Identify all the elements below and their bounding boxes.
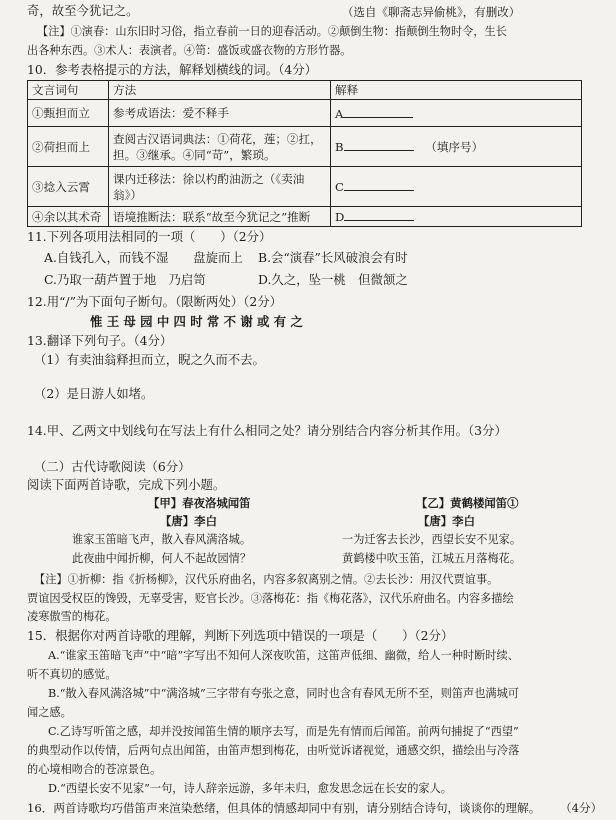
poem-note-line-2: 贾谊因受权臣的馋毁，无辜受害，贬官长沙。③落梅花：指《梅花落》，汉代乐府曲名。内容多描绘 (27, 592, 514, 605)
q10-header-method: 方法 (109, 81, 331, 100)
q11-option-c: C.乃取一葫芦置于地 乃启笥 (44, 272, 206, 287)
table-row (28, 127, 582, 167)
answer-blank[interactable] (344, 208, 414, 221)
poem-note-line-3: 凌寒傲雪的梅花。 (27, 610, 117, 623)
q15-option-c-3: 的心境相吻合的苍凉景色。 (27, 763, 162, 776)
q10-table-header (28, 81, 582, 100)
q12-sentence: 惟 王 母 园 中 四 时 常 不 谢 或 有 之 (90, 314, 303, 329)
q13-sentence-1: （1）有卖油翁释担而立，睨之久而不去。 (34, 352, 265, 367)
q12-stem: 12.用“/”为下面句子断句。（限断两处）（2分） (27, 294, 283, 309)
q11-option-b: B.会“演春”长风破浪会有时 (258, 250, 408, 265)
q16-stem: 16．两首诗歌均巧借笛声来渲染愁绪，但具体的情感却同中有别，请分别结合诗句，谈谈你的理解。 (27, 801, 541, 815)
q10-row2-hint: （填序号） (425, 140, 484, 154)
q10-table (27, 80, 582, 227)
q10-row1-word: ①甄担而立 (28, 100, 109, 127)
q11-option-a: A.自钱孔入，而钱不湿 盘旋而上 (44, 250, 243, 265)
q11-stem: 11.下列各项用法相同的一项（ ）（2分） (27, 229, 272, 244)
q10-row3-letter: C (335, 180, 344, 194)
q10-row3-answer (331, 167, 582, 207)
q10-row1-answer (331, 100, 582, 127)
poem-a-line-2: 此夜曲中闻折柳，何人不起故园情？ (72, 552, 252, 565)
poem-b-title: 【乙】黄鹤楼闻笛① (416, 496, 519, 510)
q15-option-a-2: 听不真切的感觉。 (27, 668, 117, 681)
passage-source: （选自《聊斋志异偷桃》，有删改） (342, 5, 521, 19)
q10-row1-letter: A (335, 106, 344, 121)
q10-header-answer: 解释 (331, 81, 582, 100)
poem-a-author: 【唐】李白 (160, 514, 217, 528)
table-row (28, 167, 582, 207)
q15-option-d: D.“西望长安不见家”一句，诗人辞亲远游，多年未归，愈发思念远在长安的家人。 (48, 782, 452, 795)
poem-b-line-2: 黄鹤楼中吹玉笛，江城五月落梅花。 (342, 552, 522, 565)
q10-header-word: 文言词句 (28, 81, 109, 100)
q10-row4-letter: D (335, 210, 345, 224)
q15-stem: 15．根据你对两首诗歌的理解，判断下列选项中错误的一项是（ ）（2分） (27, 628, 454, 643)
table-row (28, 100, 582, 127)
q15-option-c-1: C.乙诗写听笛之感，却并没按闻笛生情的顺序去写，而是先有情而后闻笛。前两句捕捉了“西望” (48, 725, 519, 738)
answer-blank[interactable] (344, 138, 414, 151)
q15-option-a-1: A.“谁家玉笛暗飞声”中“暗”字写出不知何人深夜吹笛，这笛声低细、幽微，给人一种时断时续、 (48, 649, 519, 662)
q13-sentence-2: （2）是日游人如堵。 (34, 386, 154, 401)
poem-b-line-1: 一为迁客去长沙，西望长安不见家。 (342, 533, 522, 546)
q10-row4-answer (331, 207, 582, 227)
q10-row2-method: 查阅古汉语词典法：①荷花，莲；②扛，担。③继承。④同“苛”，繁琐。 (109, 127, 331, 167)
q10-row4-word: ④余以其术奇 (28, 207, 109, 227)
passage-note-line-1: 【注】①演春：山东旧时习俗，指立春前一日的迎春活动。②颠倒生物：指颠倒生物时令，生长 (37, 25, 507, 38)
passage-note-line-2: 出各种东西。③术人：表演者。④笥：盛饭或盛衣物的方形竹器。 (27, 44, 352, 57)
q10-row2-letter: B (335, 140, 344, 154)
answer-blank[interactable] (344, 178, 414, 191)
q10-row3-word: ③捻入云霄 (28, 167, 109, 207)
answer-blank[interactable] (343, 105, 413, 118)
q10-stem: 10．参考表格提示的方法，解释划横线的词。（4分） (27, 62, 318, 77)
section-heading: （二）古代诗歌阅读（6分） (34, 459, 191, 474)
q10-row4-method: 语境推断法：联系“故至今犹记之”推断 (109, 207, 331, 227)
q16-score: （4分） (560, 801, 603, 815)
q11-option-d: D.久之，坠一桃 但微颔之 (258, 272, 408, 287)
q15-option-b-1: B.“散入春风满洛城”中“满洛城”三字带有夸张之意，同时也含有春风无所不至，则笛声也满城可 (48, 687, 519, 700)
q14-stem: 14.甲、乙两文中划线句在写法上有什么相同之处？请分别结合内容分析其作用。（3分） (27, 423, 507, 438)
q10-row1-method: 参考成语法：爱不释手 (109, 100, 331, 127)
section-intro: 阅读下面两首诗歌，完成下列小题。 (27, 477, 226, 492)
passage-last-line: 奇，故至今犹记之。 (27, 3, 139, 18)
q10-row2-answer (331, 127, 582, 167)
poem-note-line-1: 【注】①折柳：指《折杨柳》，汉代乐府曲名，内容多叙离别之情。②去长沙：用汉代贾谊事。 (34, 573, 499, 586)
q15-option-c-2: 的典型动作以传情，后两句点出闻笛，由笛声想到梅花，由听觉诉诸视觉，通感交织，描绘出与冷落 (27, 744, 520, 757)
poem-a-title: 【甲】春夜洛城闻笛 (148, 496, 251, 510)
q10-row3-method: 课内迁移法：徐以杓酌油沥之（《卖油翁》） (109, 167, 331, 207)
q15-option-b-2: 闻之感。 (27, 706, 72, 719)
table-row (28, 207, 582, 227)
q13-stem: 13.翻译下列句子。（4分） (27, 333, 173, 348)
q10-row2-word: ②荷担而上 (28, 127, 109, 167)
poem-b-author: 【唐】李白 (418, 514, 475, 528)
poem-a-line-1: 谁家玉笛暗飞声，散入春风满洛城。 (72, 533, 252, 546)
